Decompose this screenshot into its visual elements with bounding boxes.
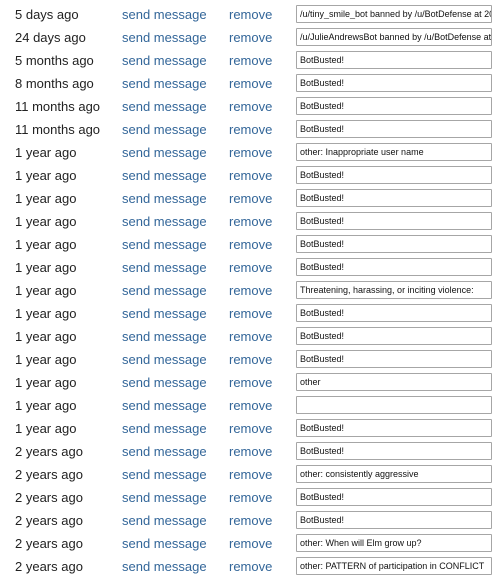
- ban-age: 2 years ago: [15, 513, 83, 528]
- ban-note-input[interactable]: [296, 557, 492, 575]
- remove-link[interactable]: remove: [229, 7, 273, 22]
- ban-age: 1 year ago: [15, 329, 77, 344]
- banned-user-row: [0, 280, 504, 303]
- ban-note-input[interactable]: [296, 235, 492, 253]
- remove-link[interactable]: remove: [229, 30, 273, 45]
- remove-link[interactable]: remove: [229, 53, 273, 68]
- send-message-link[interactable]: send message: [122, 283, 207, 298]
- ban-note-input[interactable]: [296, 304, 492, 322]
- send-message-link[interactable]: send message: [122, 329, 207, 344]
- remove-link[interactable]: remove: [229, 467, 273, 482]
- remove-link[interactable]: remove: [229, 444, 273, 459]
- ban-age: 2 years ago: [15, 467, 83, 482]
- ban-note-input[interactable]: [296, 488, 492, 506]
- banned-user-row: [0, 50, 504, 73]
- remove-link[interactable]: remove: [229, 283, 273, 298]
- remove-link[interactable]: remove: [229, 191, 273, 206]
- send-message-link[interactable]: send message: [122, 191, 207, 206]
- banned-user-row: [0, 487, 504, 510]
- remove-link[interactable]: remove: [229, 352, 273, 367]
- ban-age: 1 year ago: [15, 375, 77, 390]
- remove-link[interactable]: remove: [229, 260, 273, 275]
- send-message-link[interactable]: send message: [122, 168, 207, 183]
- send-message-link[interactable]: send message: [122, 30, 207, 45]
- send-message-link[interactable]: send message: [122, 490, 207, 505]
- ban-note-input[interactable]: [296, 74, 492, 92]
- banned-user-row: [0, 142, 504, 165]
- ban-note-input[interactable]: [296, 419, 492, 437]
- banned-user-row: [0, 165, 504, 188]
- ban-age: 1 year ago: [15, 260, 77, 275]
- banned-user-row: [0, 303, 504, 326]
- ban-age: 5 days ago: [15, 7, 79, 22]
- remove-link[interactable]: remove: [229, 536, 273, 551]
- ban-age: 11 months ago: [15, 99, 101, 114]
- send-message-link[interactable]: send message: [122, 122, 207, 137]
- remove-link[interactable]: remove: [229, 76, 273, 91]
- banned-user-row: [0, 234, 504, 257]
- remove-link[interactable]: remove: [229, 329, 273, 344]
- send-message-link[interactable]: send message: [122, 306, 207, 321]
- ban-note-input[interactable]: [296, 143, 492, 161]
- ban-note-input[interactable]: [296, 327, 492, 345]
- ban-age: 1 year ago: [15, 214, 77, 229]
- banned-user-row: [0, 73, 504, 96]
- banned-user-row: [0, 211, 504, 234]
- ban-age: 1 year ago: [15, 421, 77, 436]
- banned-user-row: [0, 418, 504, 441]
- send-message-link[interactable]: send message: [122, 398, 207, 413]
- remove-link[interactable]: remove: [229, 375, 273, 390]
- banned-user-row: [0, 4, 504, 27]
- send-message-link[interactable]: send message: [122, 7, 207, 22]
- banned-user-row: [0, 510, 504, 533]
- banned-user-row: [0, 372, 504, 395]
- banned-user-row: [0, 556, 504, 579]
- ban-note-input[interactable]: [296, 212, 492, 230]
- remove-link[interactable]: remove: [229, 168, 273, 183]
- ban-age: 1 year ago: [15, 398, 77, 413]
- banned-user-row: [0, 27, 504, 50]
- ban-age: 1 year ago: [15, 237, 77, 252]
- ban-note-input[interactable]: [296, 511, 492, 529]
- send-message-link[interactable]: send message: [122, 513, 207, 528]
- ban-note-input[interactable]: [296, 166, 492, 184]
- banned-user-row: [0, 395, 504, 418]
- ban-age: 8 months ago: [15, 76, 94, 91]
- banned-user-row: [0, 119, 504, 142]
- banned-user-row: [0, 188, 504, 211]
- remove-link[interactable]: remove: [229, 421, 273, 436]
- send-message-link[interactable]: send message: [122, 76, 207, 91]
- ban-age: 11 months ago: [15, 122, 101, 137]
- ban-note-input[interactable]: [296, 350, 492, 368]
- banned-user-row: [0, 464, 504, 487]
- remove-link[interactable]: remove: [229, 306, 273, 321]
- banned-user-row: [0, 441, 504, 464]
- ban-age: 2 years ago: [15, 490, 83, 505]
- ban-note-input[interactable]: [296, 396, 492, 414]
- ban-note-input[interactable]: [296, 51, 492, 69]
- remove-link[interactable]: remove: [229, 99, 273, 114]
- ban-note-input[interactable]: [296, 258, 492, 276]
- ban-age: 1 year ago: [15, 306, 77, 321]
- ban-age: 2 years ago: [15, 536, 83, 551]
- ban-note-input[interactable]: [296, 373, 492, 391]
- send-message-link[interactable]: send message: [122, 214, 207, 229]
- remove-link[interactable]: remove: [229, 122, 273, 137]
- banned-user-row: [0, 326, 504, 349]
- banned-user-row: [0, 533, 504, 556]
- send-message-link[interactable]: send message: [122, 375, 207, 390]
- banned-user-row: [0, 349, 504, 372]
- ban-note-input[interactable]: [296, 534, 492, 552]
- ban-age: 1 year ago: [15, 145, 77, 160]
- ban-note-input[interactable]: [296, 5, 492, 23]
- send-message-link[interactable]: send message: [122, 53, 207, 68]
- ban-note-input[interactable]: [296, 120, 492, 138]
- ban-age: 1 year ago: [15, 283, 77, 298]
- send-message-link[interactable]: send message: [122, 260, 207, 275]
- ban-note-input[interactable]: [296, 28, 492, 46]
- ban-note-input[interactable]: [296, 97, 492, 115]
- ban-age: 2 years ago: [15, 444, 83, 459]
- remove-link[interactable]: remove: [229, 145, 273, 160]
- ban-note-input[interactable]: [296, 281, 492, 299]
- send-message-link[interactable]: send message: [122, 559, 207, 574]
- send-message-link[interactable]: send message: [122, 421, 207, 436]
- remove-link[interactable]: remove: [229, 559, 273, 574]
- ban-note-input[interactable]: [296, 465, 492, 483]
- banned-user-row: [0, 96, 504, 119]
- remove-link[interactable]: remove: [229, 490, 273, 505]
- remove-link[interactable]: remove: [229, 214, 273, 229]
- ban-age: 1 year ago: [15, 191, 77, 206]
- send-message-link[interactable]: send message: [122, 444, 207, 459]
- ban-note-input[interactable]: [296, 442, 492, 460]
- send-message-link[interactable]: send message: [122, 352, 207, 367]
- banned-user-row: [0, 257, 504, 280]
- banned-users-list: [0, 4, 504, 579]
- send-message-link[interactable]: send message: [122, 145, 207, 160]
- ban-age: 2 years ago: [15, 559, 83, 574]
- remove-link[interactable]: remove: [229, 398, 273, 413]
- send-message-link[interactable]: send message: [122, 536, 207, 551]
- ban-age: 1 year ago: [15, 352, 77, 367]
- ban-age: 24 days ago: [15, 30, 86, 45]
- send-message-link[interactable]: send message: [122, 467, 207, 482]
- send-message-link[interactable]: send message: [122, 99, 207, 114]
- ban-note-input[interactable]: [296, 189, 492, 207]
- remove-link[interactable]: remove: [229, 513, 273, 528]
- ban-age: 1 year ago: [15, 168, 77, 183]
- remove-link[interactable]: remove: [229, 237, 273, 252]
- send-message-link[interactable]: send message: [122, 237, 207, 252]
- ban-age: 5 months ago: [15, 53, 94, 68]
